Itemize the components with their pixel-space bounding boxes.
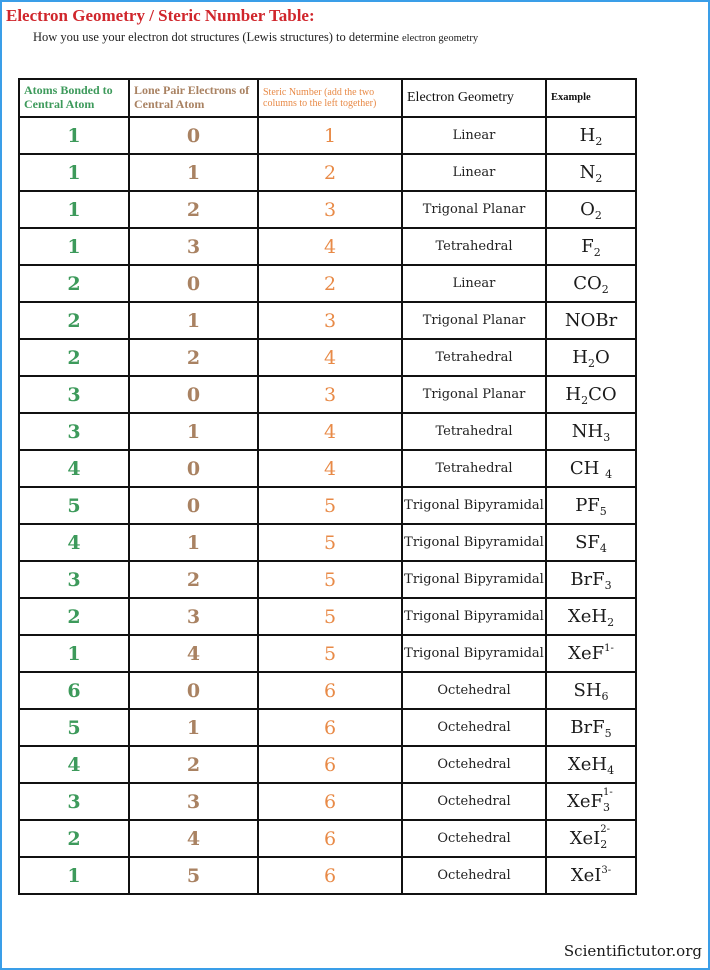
cell-atoms-bonded: 1 (19, 154, 129, 191)
cell-steric-number: 3 (258, 191, 402, 228)
cell-atoms-bonded: 5 (19, 709, 129, 746)
cell-lone-pairs: 0 (129, 672, 258, 709)
page-title: Electron Geometry / Steric Number Table: (6, 6, 315, 25)
formula-subscript: 2 (595, 172, 603, 185)
cell-atoms-bonded: 4 (19, 746, 129, 783)
formula-subscript: 2 (581, 394, 589, 407)
cell-steric-number: 6 (258, 746, 402, 783)
cell-example (546, 635, 636, 672)
page-subtitle (33, 30, 478, 45)
formula-base: XeI (569, 828, 601, 849)
chemical-formula (570, 458, 612, 479)
cell-atoms-bonded: 4 (19, 450, 129, 487)
cell-atoms-bonded: 3 (19, 783, 129, 820)
cell-lone-pairs: 0 (129, 117, 258, 154)
cell-lone-pairs: 3 (129, 598, 258, 635)
formula-base: O (580, 199, 595, 220)
formula-base: PF (575, 495, 600, 516)
formula-subscript: 2 (593, 246, 601, 259)
cell-atoms-bonded: 1 (19, 635, 129, 672)
cell-atoms-bonded: 2 (19, 302, 129, 339)
chemical-formula (580, 162, 603, 183)
formula-subscript: 4 (599, 542, 607, 555)
table-row (19, 228, 636, 265)
table-row (19, 117, 636, 154)
chemical-formula (570, 717, 611, 738)
formula-charge: 1- (604, 643, 614, 654)
cell-lone-pairs: 0 (129, 487, 258, 524)
cell-electron-geometry: Linear (402, 117, 546, 154)
chemical-formula (570, 569, 611, 590)
table-row (19, 413, 636, 450)
cell-atoms-bonded: 2 (19, 820, 129, 857)
chemical-formula (571, 865, 611, 886)
chemical-formula (572, 347, 609, 368)
formula-base: XeF (567, 791, 603, 812)
formula-base: XeH (567, 754, 608, 775)
cell-atoms-bonded: 1 (19, 857, 129, 894)
table-row (19, 709, 636, 746)
chemical-formula (575, 495, 607, 516)
cell-electron-geometry: Trigonal Bipyramidal (402, 524, 546, 561)
cell-electron-geometry: Trigonal Bipyramidal (402, 598, 546, 635)
cell-steric-number: 5 (258, 635, 402, 672)
cell-lone-pairs: 2 (129, 191, 258, 228)
cell-steric-number: 5 (258, 524, 402, 561)
table-header-row (19, 79, 636, 117)
formula-subscript: 2 (607, 616, 615, 629)
header-atoms-bonded: Atoms Bonded to Central Atom (19, 79, 129, 117)
chemical-formula (565, 384, 616, 405)
cell-lone-pairs: 1 (129, 709, 258, 746)
chemical-formula (572, 421, 610, 442)
cell-electron-geometry: Octehedral (402, 709, 546, 746)
cell-atoms-bonded: 2 (19, 598, 129, 635)
formula-base: NH (571, 421, 604, 442)
cell-electron-geometry: Trigonal Bipyramidal (402, 561, 546, 598)
formula-base: BrF (570, 717, 605, 738)
cell-steric-number: 1 (258, 117, 402, 154)
chemical-formula (580, 199, 602, 220)
cell-example (546, 450, 636, 487)
cell-electron-geometry: Octehedral (402, 820, 546, 857)
cell-lone-pairs: 0 (129, 450, 258, 487)
cell-example (546, 672, 636, 709)
chemical-formula (569, 824, 613, 851)
formula-subscript: 2 (595, 135, 603, 148)
table-row (19, 857, 636, 894)
cell-atoms-bonded: 1 (19, 117, 129, 154)
formula-subscript: 2 (601, 283, 609, 296)
cell-example (546, 117, 636, 154)
table-row (19, 598, 636, 635)
table-row (19, 672, 636, 709)
chemical-formula (565, 310, 617, 331)
cell-example (546, 413, 636, 450)
cell-lone-pairs: 5 (129, 857, 258, 894)
cell-example (546, 820, 636, 857)
cell-steric-number: 4 (258, 450, 402, 487)
cell-lone-pairs: 4 (129, 635, 258, 672)
table-body (19, 117, 636, 894)
site-credit: Scientifictutor.org (563, 942, 702, 960)
cell-electron-geometry: Octehedral (402, 857, 546, 894)
formula-base: XeF (568, 643, 605, 664)
cell-steric-number: 3 (258, 376, 402, 413)
table-row (19, 524, 636, 561)
cell-lone-pairs: 0 (129, 376, 258, 413)
cell-example (546, 524, 636, 561)
table-row (19, 191, 636, 228)
chemical-formula (568, 643, 614, 664)
formula-base: N (579, 162, 596, 183)
cell-steric-number: 3 (258, 302, 402, 339)
cell-steric-number: 5 (258, 487, 402, 524)
chemical-formula (581, 236, 601, 257)
formula-subscript: 3 (603, 431, 611, 444)
formula-base: H (572, 347, 588, 368)
cell-lone-pairs: 2 (129, 746, 258, 783)
chemical-formula (568, 754, 614, 775)
cell-steric-number: 6 (258, 672, 402, 709)
cell-example (546, 783, 636, 820)
formula-subscript: 5 (599, 505, 607, 518)
cell-atoms-bonded: 2 (19, 339, 129, 376)
formula-base: H (579, 125, 596, 146)
formula-subscript: 3 (602, 801, 610, 814)
chemical-formula (575, 532, 607, 553)
chemical-formula (580, 125, 603, 146)
cell-atoms-bonded: 1 (19, 191, 129, 228)
cell-example (546, 746, 636, 783)
cell-lone-pairs: 1 (129, 524, 258, 561)
formula-tail: CO (588, 384, 617, 405)
formula-base: CO (573, 273, 602, 294)
cell-electron-geometry: Tetrahedral (402, 339, 546, 376)
cell-electron-geometry: Tetrahedral (402, 413, 546, 450)
formula-subsup (600, 824, 612, 851)
steric-number-table (18, 78, 637, 895)
header-electron-geometry: Electron Geometry (402, 79, 546, 117)
cell-lone-pairs: 1 (129, 154, 258, 191)
table-row (19, 820, 636, 857)
subtitle-small: electron geometry (402, 33, 479, 44)
cell-electron-geometry: Trigonal Planar (402, 191, 546, 228)
table-row (19, 746, 636, 783)
cell-lone-pairs: 1 (129, 302, 258, 339)
header-steric-number: Steric Number (add the two columns to the left together) (258, 79, 402, 117)
cell-atoms-bonded: 2 (19, 265, 129, 302)
formula-base: H (565, 384, 582, 405)
formula-subscript: 5 (604, 727, 612, 740)
formula-base: XeI (570, 865, 602, 886)
cell-example (546, 376, 636, 413)
cell-lone-pairs: 4 (129, 820, 258, 857)
formula-subscript: 2 (587, 357, 595, 370)
formula-charge: 1- (602, 787, 613, 798)
table-row (19, 154, 636, 191)
cell-example (546, 191, 636, 228)
cell-atoms-bonded: 5 (19, 487, 129, 524)
cell-electron-geometry: Linear (402, 265, 546, 302)
cell-steric-number: 6 (258, 709, 402, 746)
cell-steric-number: 4 (258, 413, 402, 450)
cell-lone-pairs: 3 (129, 228, 258, 265)
cell-example (546, 857, 636, 894)
chemical-formula (567, 787, 615, 814)
subtitle-main: How you use your electron dot structures (Lewis structures) to determine (33, 30, 402, 44)
header-lone-pairs: Lone Pair Electrons of Central Atom (129, 79, 258, 117)
cell-lone-pairs: 3 (129, 783, 258, 820)
formula-base: BrF (570, 569, 605, 590)
table-row (19, 635, 636, 672)
chemical-formula (568, 606, 614, 627)
cell-lone-pairs: 2 (129, 339, 258, 376)
cell-electron-geometry: Octehedral (402, 746, 546, 783)
cell-example (546, 228, 636, 265)
cell-electron-geometry: Trigonal Bipyramidal (402, 635, 546, 672)
cell-example (546, 561, 636, 598)
formula-subscript: 2 (600, 838, 608, 851)
cell-example (546, 487, 636, 524)
cell-atoms-bonded: 6 (19, 672, 129, 709)
cell-atoms-bonded: 3 (19, 413, 129, 450)
formula-base: SH (573, 680, 602, 701)
cell-electron-geometry: Tetrahedral (402, 450, 546, 487)
cell-lone-pairs: 0 (129, 265, 258, 302)
formula-base: F (581, 236, 594, 257)
cell-steric-number: 4 (258, 339, 402, 376)
formula-base: SF (575, 532, 600, 553)
cell-steric-number: 6 (258, 820, 402, 857)
table-row (19, 561, 636, 598)
cell-example (546, 709, 636, 746)
cell-lone-pairs: 2 (129, 561, 258, 598)
cell-steric-number: 2 (258, 154, 402, 191)
formula-subscript: 2 (594, 209, 602, 222)
table-row (19, 265, 636, 302)
formula-subsup (602, 787, 615, 814)
table-row (19, 339, 636, 376)
cell-example (546, 302, 636, 339)
cell-lone-pairs: 1 (129, 413, 258, 450)
chemical-formula (573, 680, 608, 701)
header-example: Example (546, 79, 636, 117)
cell-example (546, 339, 636, 376)
formula-subscript: 4 (607, 764, 615, 777)
cell-electron-geometry: Trigonal Planar (402, 376, 546, 413)
chemical-formula (573, 273, 609, 294)
formula-subscript: 6 (601, 690, 609, 703)
cell-electron-geometry: Octehedral (402, 672, 546, 709)
cell-atoms-bonded: 3 (19, 376, 129, 413)
cell-example (546, 154, 636, 191)
cell-steric-number: 6 (258, 857, 402, 894)
table-row (19, 450, 636, 487)
cell-electron-geometry: Tetrahedral (402, 228, 546, 265)
table-row (19, 376, 636, 413)
table-row (19, 487, 636, 524)
cell-example (546, 598, 636, 635)
cell-electron-geometry: Trigonal Bipyramidal (402, 487, 546, 524)
cell-steric-number: 6 (258, 783, 402, 820)
cell-atoms-bonded: 4 (19, 524, 129, 561)
cell-atoms-bonded: 3 (19, 561, 129, 598)
cell-steric-number: 5 (258, 561, 402, 598)
cell-steric-number: 4 (258, 228, 402, 265)
formula-charge: 2- (600, 824, 611, 835)
cell-electron-geometry: Octehedral (402, 783, 546, 820)
cell-electron-geometry: Trigonal Planar (402, 302, 546, 339)
cell-steric-number: 2 (258, 265, 402, 302)
cell-electron-geometry: Linear (402, 154, 546, 191)
cell-example (546, 265, 636, 302)
cell-steric-number: 5 (258, 598, 402, 635)
formula-charge: 3- (601, 865, 612, 876)
cell-atoms-bonded: 1 (19, 228, 129, 265)
table-row (19, 302, 636, 339)
formula-subscript: 4 (605, 468, 613, 481)
formula-subscript: 3 (604, 579, 612, 592)
formula-base: CH (569, 458, 606, 479)
formula-base: XeH (567, 606, 608, 627)
formula-base: NOBr (564, 310, 618, 331)
table-row (19, 783, 636, 820)
formula-tail: O (594, 347, 610, 368)
